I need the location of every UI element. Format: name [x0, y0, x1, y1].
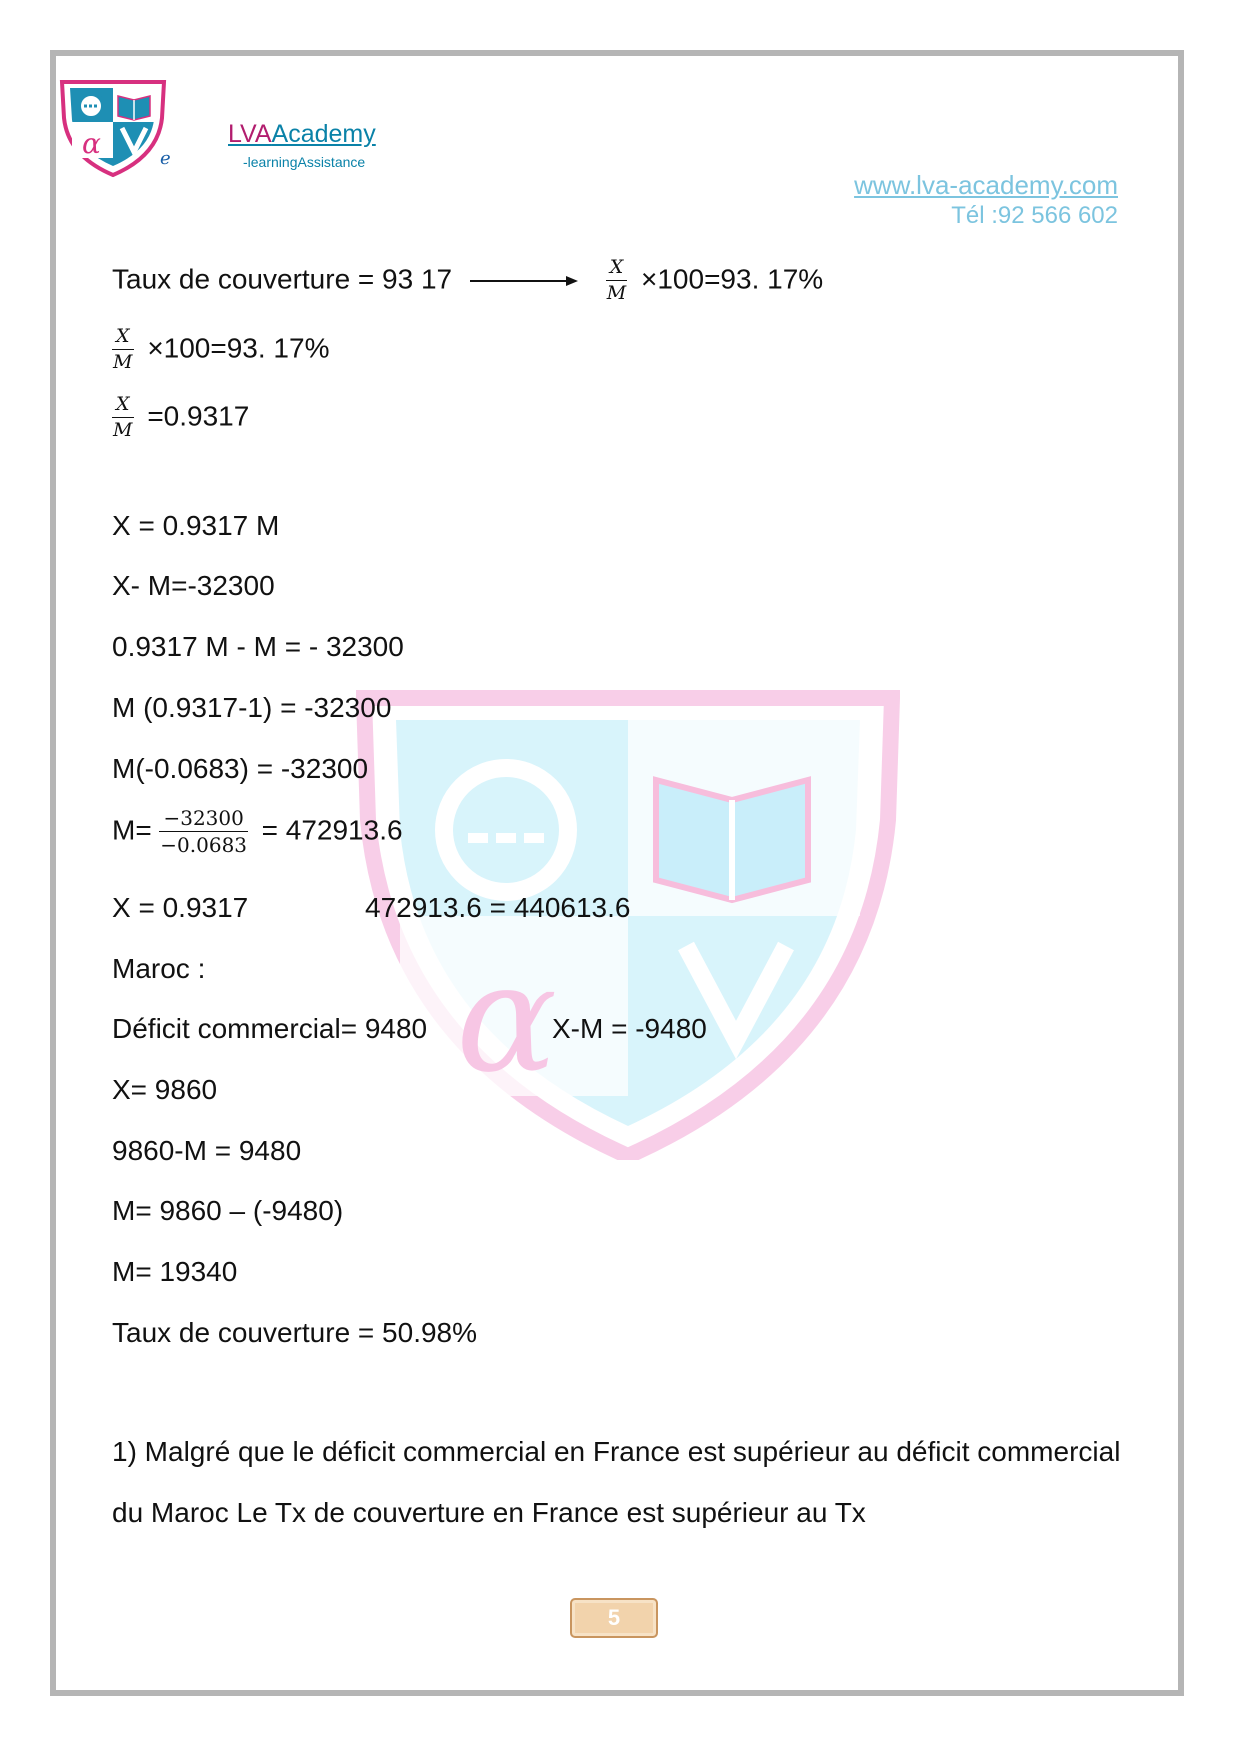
brand-tagline: -learningAssistance — [243, 154, 366, 170]
content-line-16: M= 19340 — [112, 1256, 238, 1287]
content-line-5: X- M=-32300 — [112, 570, 275, 601]
content-line-12-left: Déficit commercial= 9480 — [112, 1013, 428, 1044]
content-line-12-right: X-M = -9480 — [552, 1013, 707, 1044]
fraction-m-calculation — [159, 808, 247, 856]
fraction-denominator: M — [113, 350, 133, 373]
fraction-numerator: X — [112, 395, 134, 418]
content-line-2 — [112, 327, 329, 373]
content-line-13: X= 9860 — [112, 1074, 218, 1105]
content-line-14: 9860-M = 9480 — [112, 1135, 302, 1166]
lva-academy-shield-logo — [58, 78, 168, 178]
coverage-rate-label: Taux de couverture = 93 17 — [112, 263, 453, 295]
brand-lva: LVA — [228, 120, 272, 148]
content-line-3 — [112, 395, 249, 441]
formula-text: ×100=93. 17% — [641, 263, 824, 295]
content-line-8: M(-0.0683) = -32300 — [112, 753, 369, 784]
phone-number: Tél :92 566 602 — [951, 202, 1118, 229]
formula-text: = 472913.6 — [261, 814, 403, 846]
content-line-10-left: X = 0.9317 — [112, 892, 249, 923]
formula-prefix: M= — [112, 814, 152, 846]
arrow-right-icon — [470, 273, 580, 289]
website-link[interactable]: www.lva-academy.com — [854, 170, 1118, 200]
fraction-denominator: −0.0683 — [160, 833, 248, 857]
content-line-15: M= 9860 – (-9480) — [112, 1195, 344, 1226]
formula-text: =0.9317 — [147, 400, 250, 432]
fraction-x-over-m — [606, 258, 628, 304]
page-number: 5 — [607, 1605, 621, 1630]
fraction-numerator: X — [606, 258, 628, 281]
brand-name — [228, 120, 376, 149]
fraction-x-over-m — [112, 327, 134, 373]
content-line-11: Maroc : — [112, 953, 206, 984]
page-number-badge — [570, 1598, 658, 1638]
formula-text: ×100=93. 17% — [147, 332, 330, 364]
fraction-x-over-m — [112, 395, 134, 441]
svg-text:α: α — [456, 932, 558, 1106]
content-line-10-right: 472913.6 = 440613.6 — [365, 892, 631, 923]
fraction-numerator: X — [112, 327, 134, 350]
fraction-numerator: −32300 — [159, 808, 247, 832]
content-line-1 — [112, 258, 823, 304]
e-mark: e — [160, 148, 171, 169]
content-line-9 — [112, 808, 403, 856]
content-line-4: X = 0.9317 M — [112, 510, 280, 541]
content-line-7: M (0.9317-1) = -32300 — [112, 692, 392, 723]
brand-academy: Academy — [271, 120, 376, 148]
content-line-6: 0.9317 M - M = - 32300 — [112, 631, 404, 662]
fraction-denominator: M — [113, 418, 133, 441]
watermark-shield-icon — [356, 690, 900, 1160]
content-line-17: Taux de couverture = 50.98% — [112, 1317, 478, 1348]
answer-paragraph: 1) Malgré que le déficit commercial en France est supérieur au déficit commercial du Maroc Le Tx de couverture en France est supérieur au Tx — [112, 1436, 1121, 1528]
svg-text:α: α — [82, 127, 101, 160]
fraction-denominator: M — [606, 281, 627, 304]
